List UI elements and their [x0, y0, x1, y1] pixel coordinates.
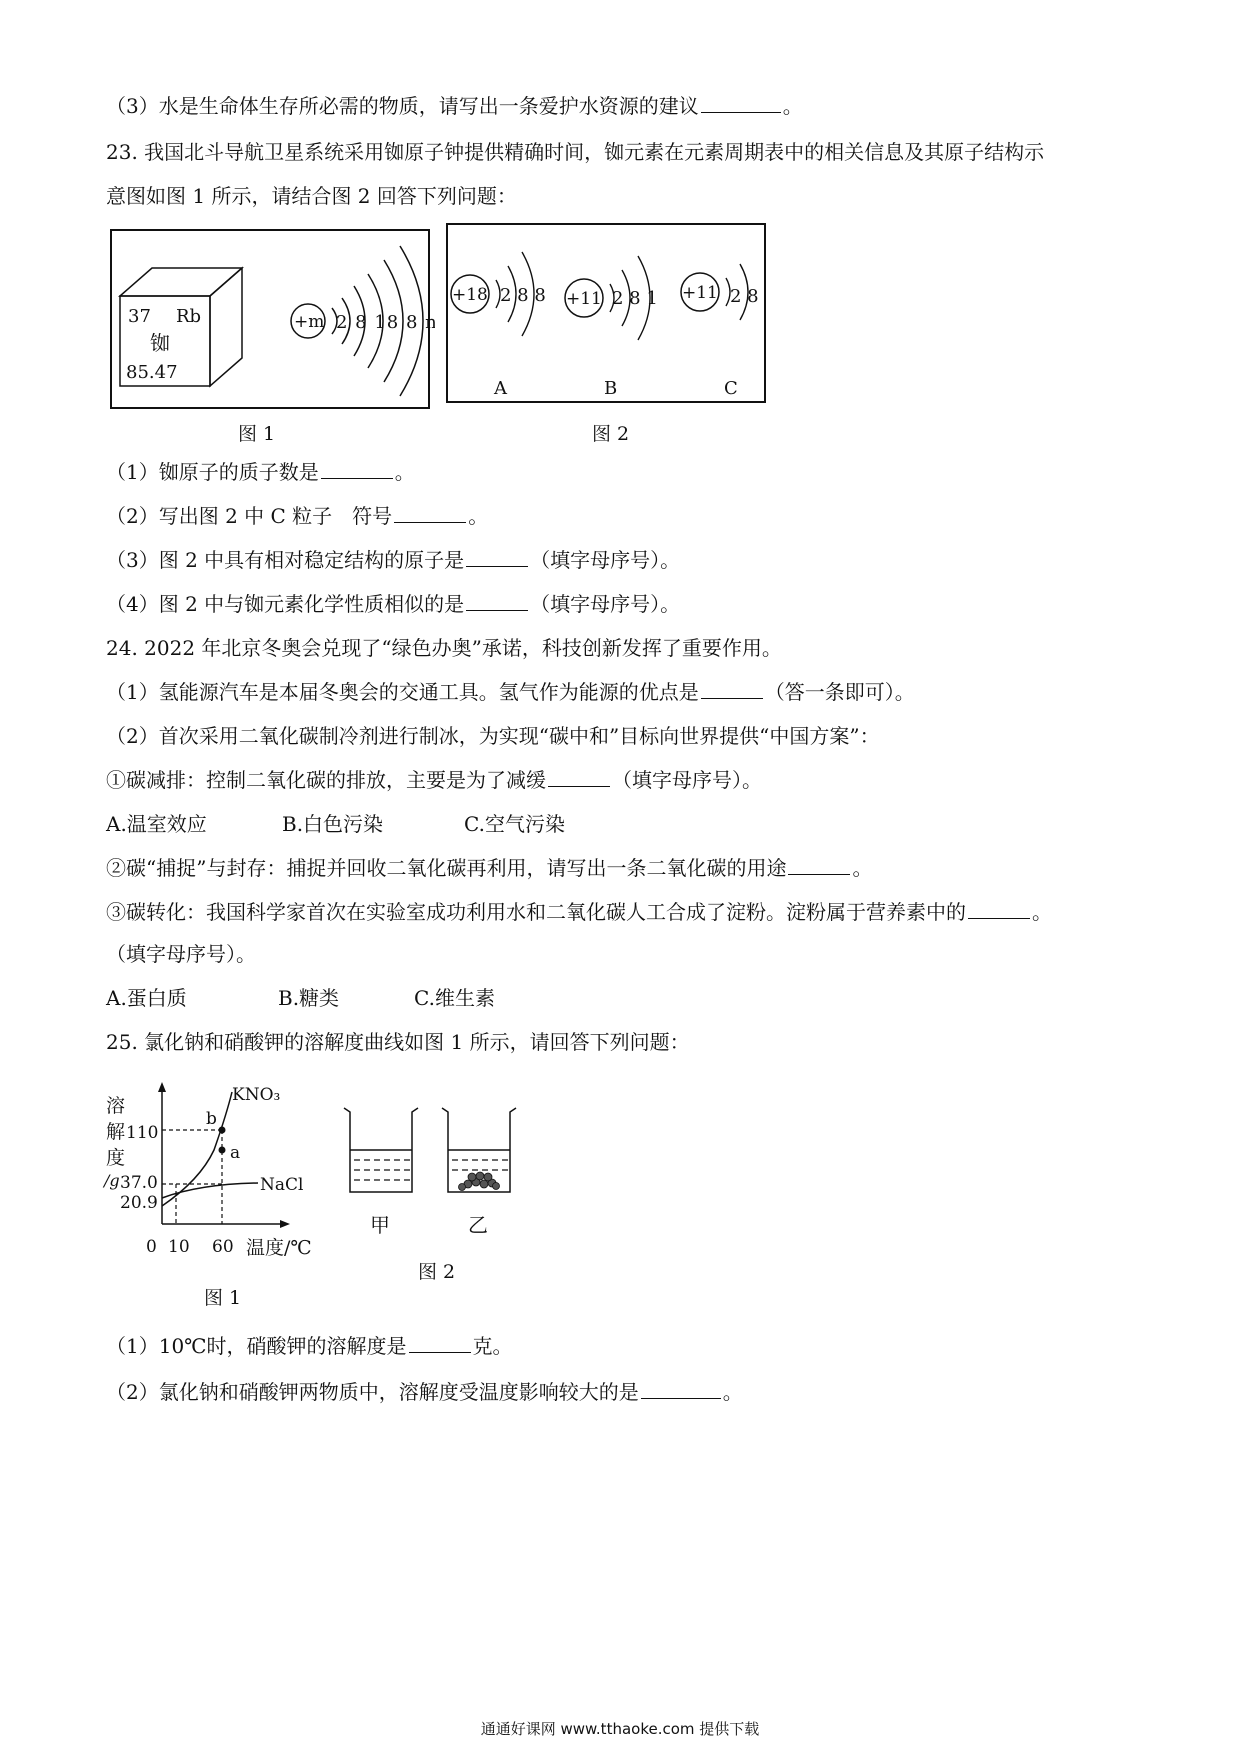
- xtick-label: 0: [146, 1237, 157, 1257]
- element-symbol: Rb: [176, 306, 202, 327]
- figure-caption: 图 2: [418, 1261, 456, 1283]
- solubility-chart-svg: [100, 1080, 330, 1315]
- option-a[interactable]: A.温室效应: [106, 812, 207, 836]
- atom-b-label: B: [604, 378, 618, 399]
- q25-stem: 25. 氯化钠和硝酸钾的溶解度曲线如图 1 所示，请回答下列问题：: [106, 1030, 690, 1054]
- nucleus-charge: +m: [294, 312, 325, 332]
- option-a[interactable]: A.蛋白质: [106, 986, 187, 1010]
- q24-2-3b: （填字母序号）。: [106, 942, 256, 966]
- crystal-precipitate: [459, 1172, 500, 1191]
- q24-2-3: ③碳转化：我国科学家首次在实验室成功利用水和二氧化碳人工合成了淀粉。淀粉属于营养素中的 。: [106, 900, 1052, 924]
- point-label: a: [230, 1143, 241, 1163]
- q24-options-1: [106, 810, 565, 838]
- atom-c-label: C: [724, 378, 738, 399]
- figure-beakers: [338, 1100, 538, 1294]
- q25-1: （1）10℃时，硝酸钾的溶解度是 克。: [106, 1334, 513, 1358]
- ytick-label: 110: [126, 1123, 159, 1143]
- atom-b-nucleus: +11: [566, 289, 602, 309]
- q23-4: （4）图 2 中与铷元素化学性质相似的是 （填字母序号）。: [106, 592, 681, 616]
- q24-2-1: ①碳减排：控制二氧化碳的排放，主要是为了减缓 （填字母序号）。: [106, 768, 762, 792]
- xlabel: 温度/℃: [246, 1237, 312, 1259]
- figure-caption: 图 1: [238, 423, 276, 445]
- figure-caption: 图 2: [592, 423, 630, 445]
- figure-rubidium-svg: [110, 228, 435, 458]
- answer-blank[interactable]: [701, 680, 763, 699]
- answer-blank[interactable]: [466, 592, 528, 611]
- ylabel-char: 溶: [106, 1095, 126, 1117]
- series-label-kno3: KNO₃: [232, 1085, 281, 1105]
- answer-blank[interactable]: [394, 504, 466, 523]
- ytick-label: 20.9: [120, 1193, 158, 1213]
- atom-c-shells: 2 8: [730, 286, 759, 307]
- answer-blank[interactable]: [466, 548, 528, 567]
- ytick-label: 37.0: [120, 1173, 158, 1193]
- option-c[interactable]: C.维生素: [414, 986, 495, 1010]
- q23-1: （1）铷原子的质子数是 。: [106, 460, 415, 484]
- q24-options-3: [106, 984, 495, 1012]
- q24-1: （1）氢能源汽车是本届冬奥会的交通工具。氢气作为能源的优点是 （答一条即可）。: [106, 680, 915, 704]
- figure-atom-structures: [446, 222, 771, 456]
- atom-c-nucleus: +11: [682, 283, 718, 303]
- option-c[interactable]: C.空气污染: [464, 812, 565, 836]
- beaker-label: 甲: [370, 1213, 390, 1237]
- answer-blank[interactable]: [701, 94, 781, 113]
- point-b: [219, 1127, 226, 1134]
- answer-blank[interactable]: [788, 856, 850, 875]
- q22-3: （3）水是生命体生存所必需的物质，请写出一条爱护水资源的建议 。: [106, 94, 803, 118]
- q23-stem-1: 23. 我国北斗导航卫星系统采用铷原子钟提供精确时间，铷元素在元素周期表中的相关信息及其原子结构示: [106, 140, 1045, 164]
- point-a: [219, 1147, 226, 1154]
- q23-stem-2: 意图如图 1 所示，请结合图 2 回答下列问题：: [106, 184, 517, 208]
- ylabel-char: /g: [104, 1171, 120, 1190]
- answer-blank[interactable]: [321, 460, 393, 479]
- shell-electrons: 2 8 18 8 n: [336, 312, 435, 333]
- answer-blank[interactable]: [409, 1334, 471, 1353]
- figure-caption: 图 1: [204, 1287, 242, 1309]
- atom-b-shells: 2 8 1: [612, 288, 658, 309]
- xtick-label: 10: [168, 1237, 190, 1257]
- q22-3-text: （3）水是生命体生存所必需的物质，请写出一条爱护水资源的建议: [106, 94, 699, 118]
- xtick-label: 60: [212, 1237, 234, 1257]
- series-label-nacl: NaCl: [260, 1175, 304, 1195]
- answer-blank[interactable]: [641, 1380, 721, 1399]
- element-name: 铷: [150, 331, 170, 355]
- ylabel-char: 解: [106, 1121, 126, 1143]
- answer-blank[interactable]: [968, 900, 1030, 919]
- option-b[interactable]: B.白色污染: [282, 812, 384, 836]
- figure-solubility-curve: [100, 1080, 330, 1319]
- answer-blank[interactable]: [548, 768, 610, 787]
- atomic-number: 37: [128, 306, 151, 327]
- figure-atom-structures-svg: [446, 222, 771, 452]
- figure-rubidium: [110, 228, 435, 462]
- q23-3: （3）图 2 中具有相对稳定结构的原子是 （填字母序号）。: [106, 548, 681, 572]
- atom-a-shells: 2 8 8: [500, 285, 546, 306]
- q24-2-2: ②碳“捕捉”与封存：捕捉并回收二氧化碳再利用，请写出一条二氧化碳的用途 。: [106, 856, 873, 880]
- page-footer: 通通好课网 www.tthaoke.com 提供下载: [480, 1720, 760, 1738]
- option-b[interactable]: B.糖类: [278, 986, 340, 1010]
- q24-stem: 24. 2022 年北京冬奥会兑现了“绿色办奥”承诺，科技创新发挥了重要作用。: [106, 636, 782, 660]
- q23-2: （2）写出图 2 中 C 粒子 符号 。: [106, 504, 489, 528]
- point-label: b: [206, 1109, 217, 1129]
- atom-a-nucleus: +18: [452, 285, 488, 305]
- atom-a-label: A: [494, 378, 507, 399]
- atomic-mass: 85.47: [126, 362, 178, 383]
- q24-2: （2）首次采用二氧化碳制冷剂进行制冰，为实现“碳中和”目标向世界提供“中国方案”：: [106, 724, 880, 748]
- q25-2: （2）氯化钠和硝酸钾两物质中，溶解度受温度影响较大的是 。: [106, 1380, 743, 1404]
- ylabel-char: 度: [106, 1147, 126, 1169]
- beakers-svg: [338, 1100, 538, 1290]
- beaker-label: 乙: [468, 1213, 488, 1237]
